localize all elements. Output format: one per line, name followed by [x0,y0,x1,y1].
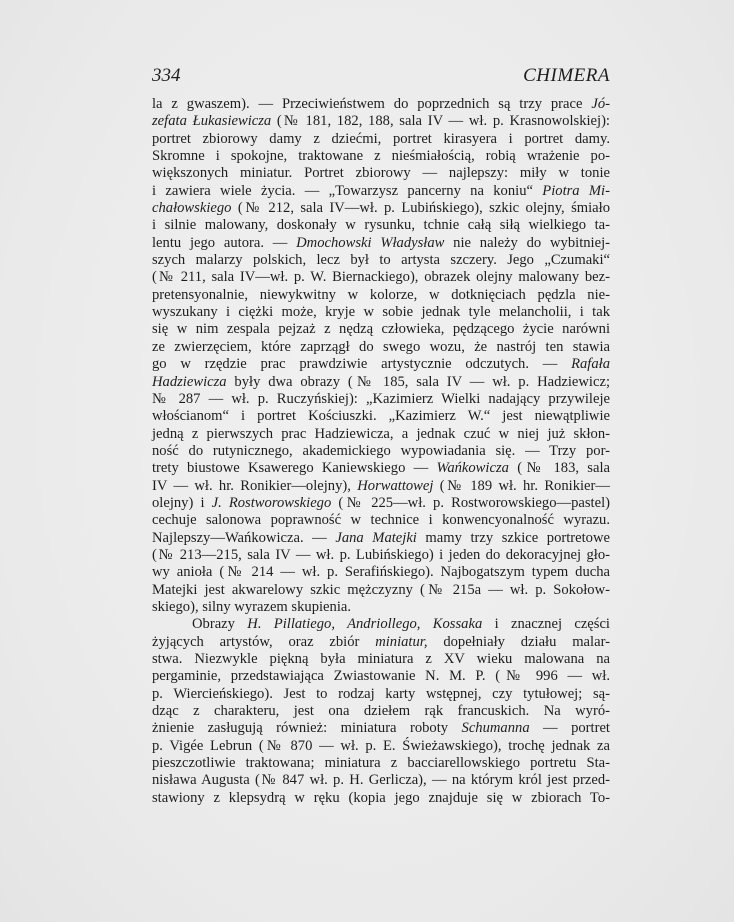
text-run: (№ 183, sala [508,460,610,477]
italic-run: Wańkowicza [436,460,509,477]
text-run: pretensyonalnie, niewykwitny w kolorze, w dotknięciach pędzla nie- [152,286,610,303]
page-number: 334 [152,65,181,86]
text-line [152,616,610,633]
text-run: (№ 211, sala IV—wł. p. W. Biernackiego), obrazek olejny malowany bez- [152,269,610,286]
text-line [152,148,610,165]
text-line [152,356,610,373]
journal-title: CHIMERA [523,65,610,86]
text-line [152,374,610,391]
text-run: ze zwierzęciem, które zaprzągł do swego wozu, że nastrój ten stawia [152,338,610,355]
italic-run: Hadziewicza [152,373,227,390]
text-run: szych malarzy polskich, lecz był to artysta szczery. Jego „Czumaki“ [152,252,610,269]
text-line [152,686,610,703]
text-run: (№ 213—215, sala IV — wł. p. Lubińskiego) i jeden do dekoracyjnej gło- [152,546,610,563]
text-run: wy anioła (№ 214 — wł. p. Serafińskiego). Najbogatszym typem ducha [152,564,610,581]
text-line [152,599,610,616]
text-run: olejny) i [152,494,212,511]
text-run: Obrazy [192,616,248,633]
text-line [152,165,610,182]
text-line [152,460,610,477]
text-line [152,478,610,495]
text-run: włościanom“ i portret Kościuszki. „Kazimierz W.“ jest niewątpliwie [152,408,610,425]
text-line [152,512,610,529]
text-run: skiego), silny wyrazem skupienia. [152,598,351,615]
italic-run: chałowskiego [152,200,232,217]
text-run: ność do rutynicznego, akademickiego wypowiadania się. — Trzy por- [152,442,610,459]
text-run: № 287 — wł. p. Ruczyńskiej): „Kazimierz Wielki nadający przywileje [152,390,610,407]
italic-run: Schumanna [461,720,530,737]
text-run: większonych miniatur. Portret zbiorowy — najlepszy: miły w tonie [152,165,610,182]
text-line [152,131,610,148]
text-run: żyjących artystów, oraz zbiór [152,633,376,650]
italic-run: Rafała [571,356,610,373]
text-line [152,738,610,755]
text-run: były dwa obrazy (№ 185, sala IV — wł. p. Hadziewicz; [226,373,610,390]
text-run: (№ 189 wł. hr. Ronikier— [433,477,610,494]
text-run: wyszukany i ciężki może, kryje w sobie jednak tyle melancholii, i tak [152,304,610,321]
text-run: żnienie zasługują również: miniatura roboty [152,720,462,737]
text-run: cechuje salonowa poprawność w technice i konwencyonalność wyrazu. [152,512,610,529]
text-run: stawiony z klepsydrą w ręku (kopia jego znajduje się w zbiorach To- [152,789,610,806]
text-line [152,530,610,547]
text-line [152,339,610,356]
text-run: lentu jego autora. — [152,234,297,251]
text-run: Matejki jest akwarelowy szkic mężczyzny (№ 215a — wł. p. Sokołow- [152,581,610,598]
text-line [152,269,610,286]
text-line [152,772,610,789]
italic-run: Jó- [591,96,610,112]
italic-run: J. Rostworowskiego [211,494,332,511]
text-run: Najlepszy—Wańkowicza. — [152,529,336,546]
text-line [152,96,610,113]
text-run: trety biustowe Ksawerego Kaniewskiego — [152,460,437,477]
text-run: stwa. Niezwykle piękną była miniatura z XV wieku malowana na [152,651,610,667]
text-line [152,113,610,130]
text-line [152,651,610,668]
text-line [152,426,610,443]
text-run: dopełniały działu malar- [427,633,610,650]
text-line [152,235,610,252]
italic-run: Dmochowski Władysław [296,234,445,251]
italic-run: Piotra Mi- [542,182,610,199]
text-run: go w rzędzie prac prawdziwie artystycznie odczutych. — [152,356,572,373]
text-run: — portret [529,720,610,737]
text-run: p. Wiercieńskiego). Jest to rodzaj karty wstępnej, czy tytułowej; są- [152,685,610,702]
text-line [152,668,610,685]
text-line [152,443,610,460]
text-run: Skromne i spokojne, traktowane z nieśmiałością, robią wrażenie po- [152,148,610,165]
text-run: mamy trzy szkice portretowe [416,529,610,546]
text-run: i znacznej części [482,616,610,633]
text-run: i silnie malowany, doskonały w rysunku, tchnie całą siłą wielkiego ta- [152,217,610,234]
text-run: dząc z charakteru, jest ona dziełem rąk francuskich. Na wyró- [152,703,610,720]
italic-run: miniatur, [375,633,428,650]
text-line [152,321,610,338]
text-run: IV — wł. hr. Ronikier—olejny), [152,477,358,494]
text-run: la z gwaszem). — Przeciwieństwem do poprzednich są trzy prace [152,96,592,112]
text-line [152,755,610,772]
text-line [152,408,610,425]
text-line [152,790,610,807]
text-run: nie należy do wybitniej- [444,234,610,251]
text-run: się w nim zespala pejzaż z nędzą człowieka, pędzącego życie narówni [152,321,610,338]
text-line [152,547,610,564]
text-line [152,217,610,234]
text-run: p. Vigée Lebrun (№ 870 — wł. p. E. Świeżawskiego), trochę jednak za [152,737,610,754]
italic-run: zefata Łukasiewicza [152,113,272,130]
text-line [152,720,610,737]
text-run: nisława Augusta (№ 847 wł. p. H. Gerlicza), — na którym król jest przed- [152,772,610,789]
text-run: (№ 212, sala IV—wł. p. Lubińskiego), szkic olejny, śmiało [231,200,610,217]
text-line [152,183,610,200]
text-line [152,304,610,321]
text-run: portret zbiorowy damy z dziećmi, portret kirasyera i portret damy. [152,130,610,147]
text-run: jedną z pierwszych prac Hadziewicza, a jednak czuć w niej już skłon- [152,425,610,442]
body-text [152,96,610,807]
text-line [152,391,610,408]
text-run: pergaminie, przedstawiająca Zwiastowanie N. M. P. (№ 996 — wł. [152,668,610,685]
running-head [152,64,610,88]
italic-run: Jana Matejki [335,529,417,546]
text-line [152,703,610,720]
text-line [152,634,610,651]
text-line [152,582,610,599]
text-run: (№ 225—wł. p. Rostworowskiego—pastel) [331,494,610,511]
italic-run: H. Pillatiego, Andriollego, Kossaka [247,616,483,633]
text-run: i zawiera wiele życia. — „Towarzysz pancerny na koniu“ [152,182,543,199]
text-line [152,495,610,512]
italic-run: Horwattowej [357,477,434,494]
text-line [152,564,610,581]
text-line [152,287,610,304]
text-line [152,200,610,217]
text-run: pieszczotliwie traktowana; miniatura z bacciarellowskiego portretu Sta- [152,755,610,772]
text-run: (№ 181, 182, 188, sala IV — wł. p. Krasnowolskiej): [271,113,610,130]
text-line [152,252,610,269]
